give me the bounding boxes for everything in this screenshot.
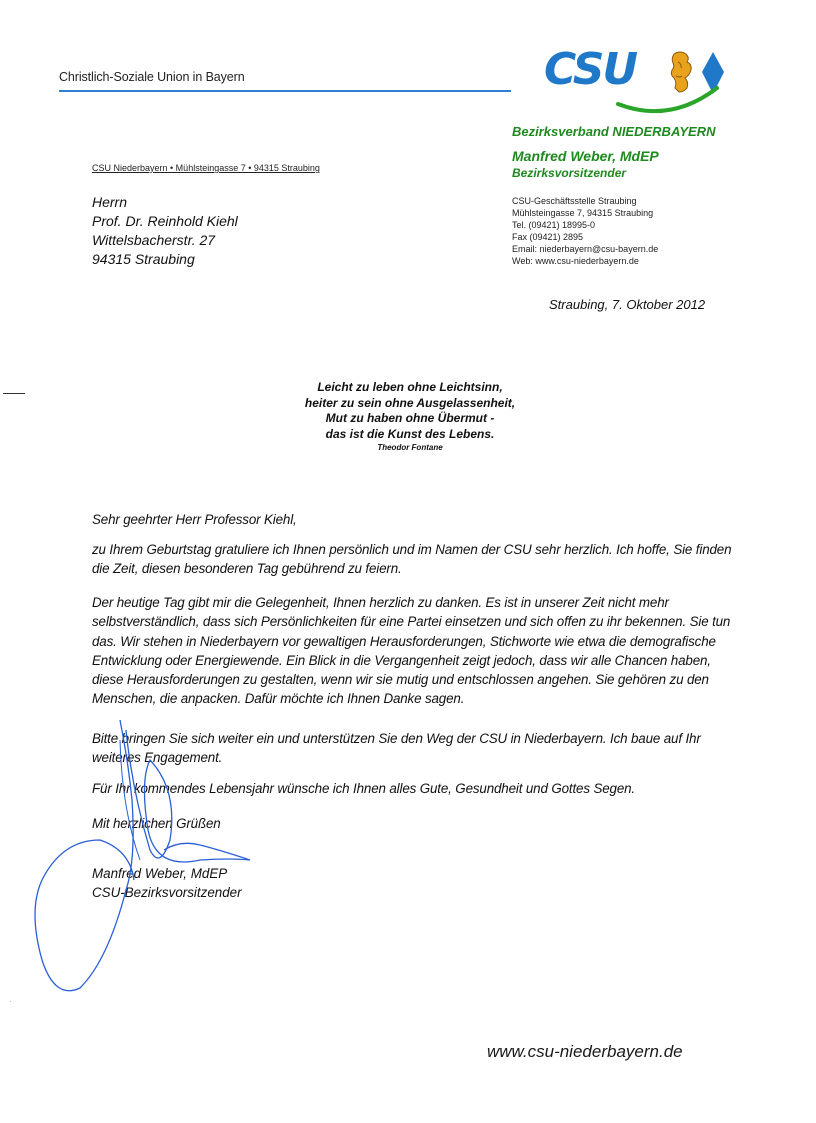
epigraph-quote [230, 380, 590, 453]
office-phone: Tel. (09421) 18995-0 [512, 220, 596, 230]
office-fax: Fax (09421) 2895 [512, 232, 584, 242]
office-email: Email: niederbayern@csu-bayern.de [512, 244, 659, 254]
signer-name: Manfred Weber, MdEP [92, 866, 228, 881]
signer-title: CSU-Bezirksvorsitzender [92, 885, 242, 900]
recipient-name: Prof. Dr. Reinhold Kiehl [92, 213, 238, 229]
diamond-icon [702, 52, 724, 94]
signature-block [92, 864, 242, 902]
recipient-address [92, 193, 238, 269]
scan-speck [10, 1001, 11, 1002]
logo-graphics [540, 42, 730, 117]
letter-paragraph-1: zu Ihrem Geburtstag gratuliere ich Ihnen persönlich und im Namen der CSU sehr herzlich. Ich hoffe, Sie finden die Zeit, diesen besonderen Tag gebührend zu feiern. [92, 542, 732, 577]
office-web: Web: www.csu-niederbayern.de [512, 256, 639, 266]
district-name: Bezirksverband NIEDERBAYERN [512, 124, 716, 139]
chair-name: Manfred Weber, MdEP [512, 148, 659, 164]
letter-paragraph-2: Der heutige Tag gibt mir die Gelegenheit, Ihnen herzlich zu danken. Es ist in unserer Zeit nicht mehr selbstverständlich, dass sich Persönlichkeiten für eine Partei einsetzen und sich offen zu ihr bekennen. Sie tun das. Wir stehen in Niederbayern vor gewaltigen Herausforderungen, Stichworte wie etwa die demografische Entwicklung oder Energiewende. Ein Blick in die Vergangenheit zeigt jedoch, dass wir alle Chancen haben, diese Herausforderungen zu gestalten, wenn wir sie mutig und entschlossen angehen. Sie gehören zu den Menschen, die anpacken. Dafür möchte ich Ihnen Danke sagen. [92, 595, 731, 707]
sender-return-address: CSU Niederbayern • Mühlsteingasse 7 • 94315 Straubing [92, 163, 320, 173]
recipient-street: Wittelsbacherstr. 27 [92, 232, 216, 248]
recipient-city: 94315 Straubing [92, 251, 195, 267]
quote-line: heiter zu sein ohne Ausgelassenheit, [304, 395, 516, 410]
office-contact [512, 195, 658, 267]
csu-logo [540, 42, 730, 117]
logo-wordmark: CSU [544, 44, 637, 95]
office-name: CSU-Geschäftsstelle Straubing [512, 196, 637, 206]
letter-paragraph-4: Für Ihr kommendes Lebensjahr wünsche ich Ihnen alles Gute, Gesundheit und Gottes Segen. [92, 781, 635, 796]
letter-paragraph-3: Bitte bringen Sie sich weiter ein und unterstützen Sie den Weg der CSU in Niederbayern. Ich baue auf Ihr weiteres Engagement. [92, 731, 701, 766]
footer-website: www.csu-niederbayern.de [487, 1042, 683, 1061]
quote-line: das ist die Kunst des Lebens. [325, 426, 495, 441]
letter-salutation: Sehr geehrter Herr Professor Kiehl, [92, 512, 297, 527]
quote-line: Leicht zu leben ohne Leichtsinn, [317, 380, 503, 394]
chair-title: Bezirksvorsitzender [512, 166, 627, 180]
letter-date: Straubing, 7. Oktober 2012 [549, 297, 706, 312]
quote-author: Theodor Fontane [377, 443, 443, 452]
organization-name: Christlich-Soziale Union in Bayern [59, 70, 245, 84]
letter-closing: Mit herzlichen Grüßen [92, 816, 221, 831]
fold-mark [3, 393, 25, 394]
recipient-salutation: Herrn [92, 194, 128, 210]
quote-line: Mut zu haben ohne Übermut - [325, 411, 495, 425]
office-address: Mühlsteingasse 7, 94315 Straubing [512, 208, 654, 218]
lion-icon [671, 52, 691, 92]
logo-swoosh [618, 88, 717, 111]
header-rule [59, 90, 511, 92]
